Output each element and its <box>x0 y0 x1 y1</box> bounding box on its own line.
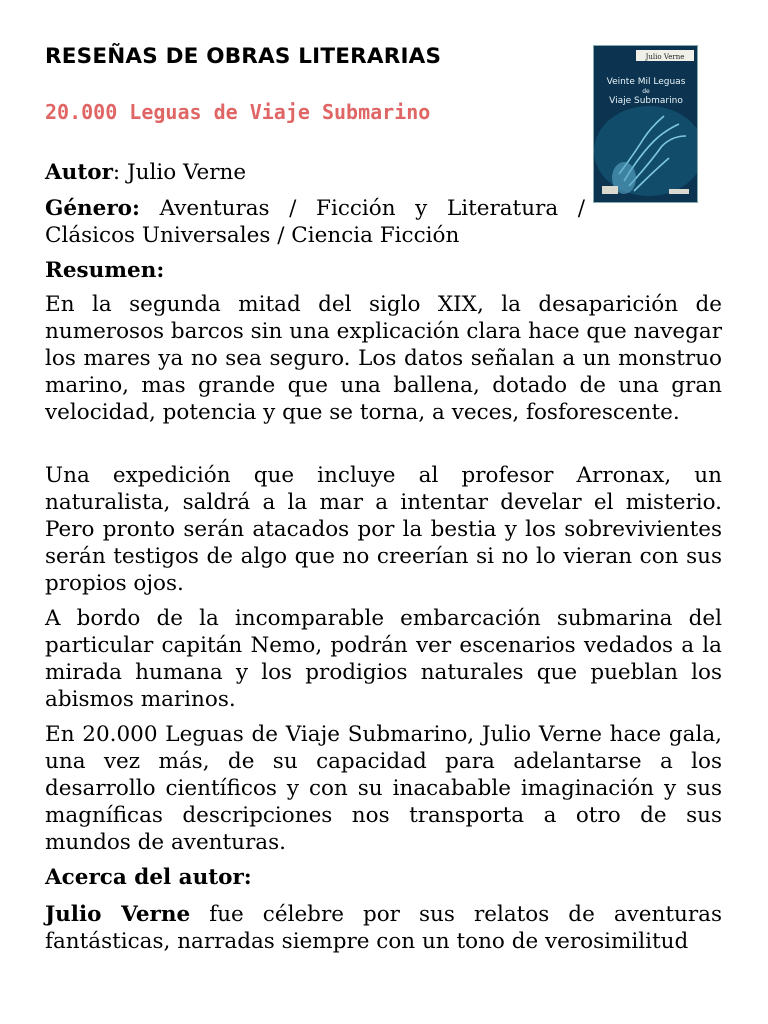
author-label: Autor <box>45 160 113 185</box>
summary-paragraph-2: Una expedición que incluye al profesor Arronax, un naturalista, saldrá a la mar a intentar develar el misterio. Pero pronto serán atacados por la bestia y los sobrevivientes serán testigos de algo que no creerían si no lo vieran con sus propios ojos. <box>45 463 722 596</box>
about-heading-text: Acerca del autor: <box>45 865 252 890</box>
about-heading <box>45 864 722 891</box>
summary-heading-text: Resumen: <box>45 258 165 283</box>
book-title: 20.000 Leguas de Viaje Submarino <box>45 100 431 124</box>
about-author-name: Julio Verne <box>45 902 191 927</box>
cover-title-line1: Veinte Mil Leguas <box>606 77 686 87</box>
collection-logo-icon <box>669 189 689 194</box>
about-paragraph <box>45 901 722 955</box>
genre-line <box>45 195 585 249</box>
cover-title-line3: Viaje Submarino <box>609 96 683 106</box>
section-title: RESEÑAS DE OBRAS LITERARIAS <box>45 44 442 69</box>
author-value: : Julio Verne <box>112 160 247 185</box>
summary-paragraph-1: En la segunda mitad del siglo XIX, la desaparición de numerosos barcos sin una explicación clara hace que navegar los mares ya no sea seguro. Los datos señalan a un monstruo marino, mas grande que una ballena, dotado de una gran velocidad, potencia y que se torna, a veces, fosforescente. <box>45 292 722 425</box>
cover-author: Julio Verne <box>645 53 685 61</box>
cover-title-line2: de <box>642 88 650 95</box>
about-text: fue célebre por sus relatos de aventuras fantásticas, narradas siempre con un tono de verosimilitud <box>45 902 722 954</box>
summary-paragraph-4: En 20.000 Leguas de Viaje Submarino, Julio Verne hace gala, una vez más, de su capacidad para adelantarse a los desarrollo científicos y con su inacabable imaginación y sus magníficas descripciones nos transporta a otro de sus mundos de aventuras. <box>45 722 722 855</box>
summary-paragraph-3: A bordo de la incomparable embarcación submarina del particular capitán Nemo, podrán ver escenarios vedados a la mirada humana y los prodigios naturales que pueblan los abismos marinos. <box>45 606 722 712</box>
genre-value: Aventuras / Ficción y Literatura / Clásicos Universales / Ciencia Ficción <box>45 196 585 248</box>
publisher-logo-icon <box>602 186 618 194</box>
summary-heading <box>45 257 722 284</box>
author-line <box>45 159 722 186</box>
genre-label: Género: <box>45 196 140 221</box>
